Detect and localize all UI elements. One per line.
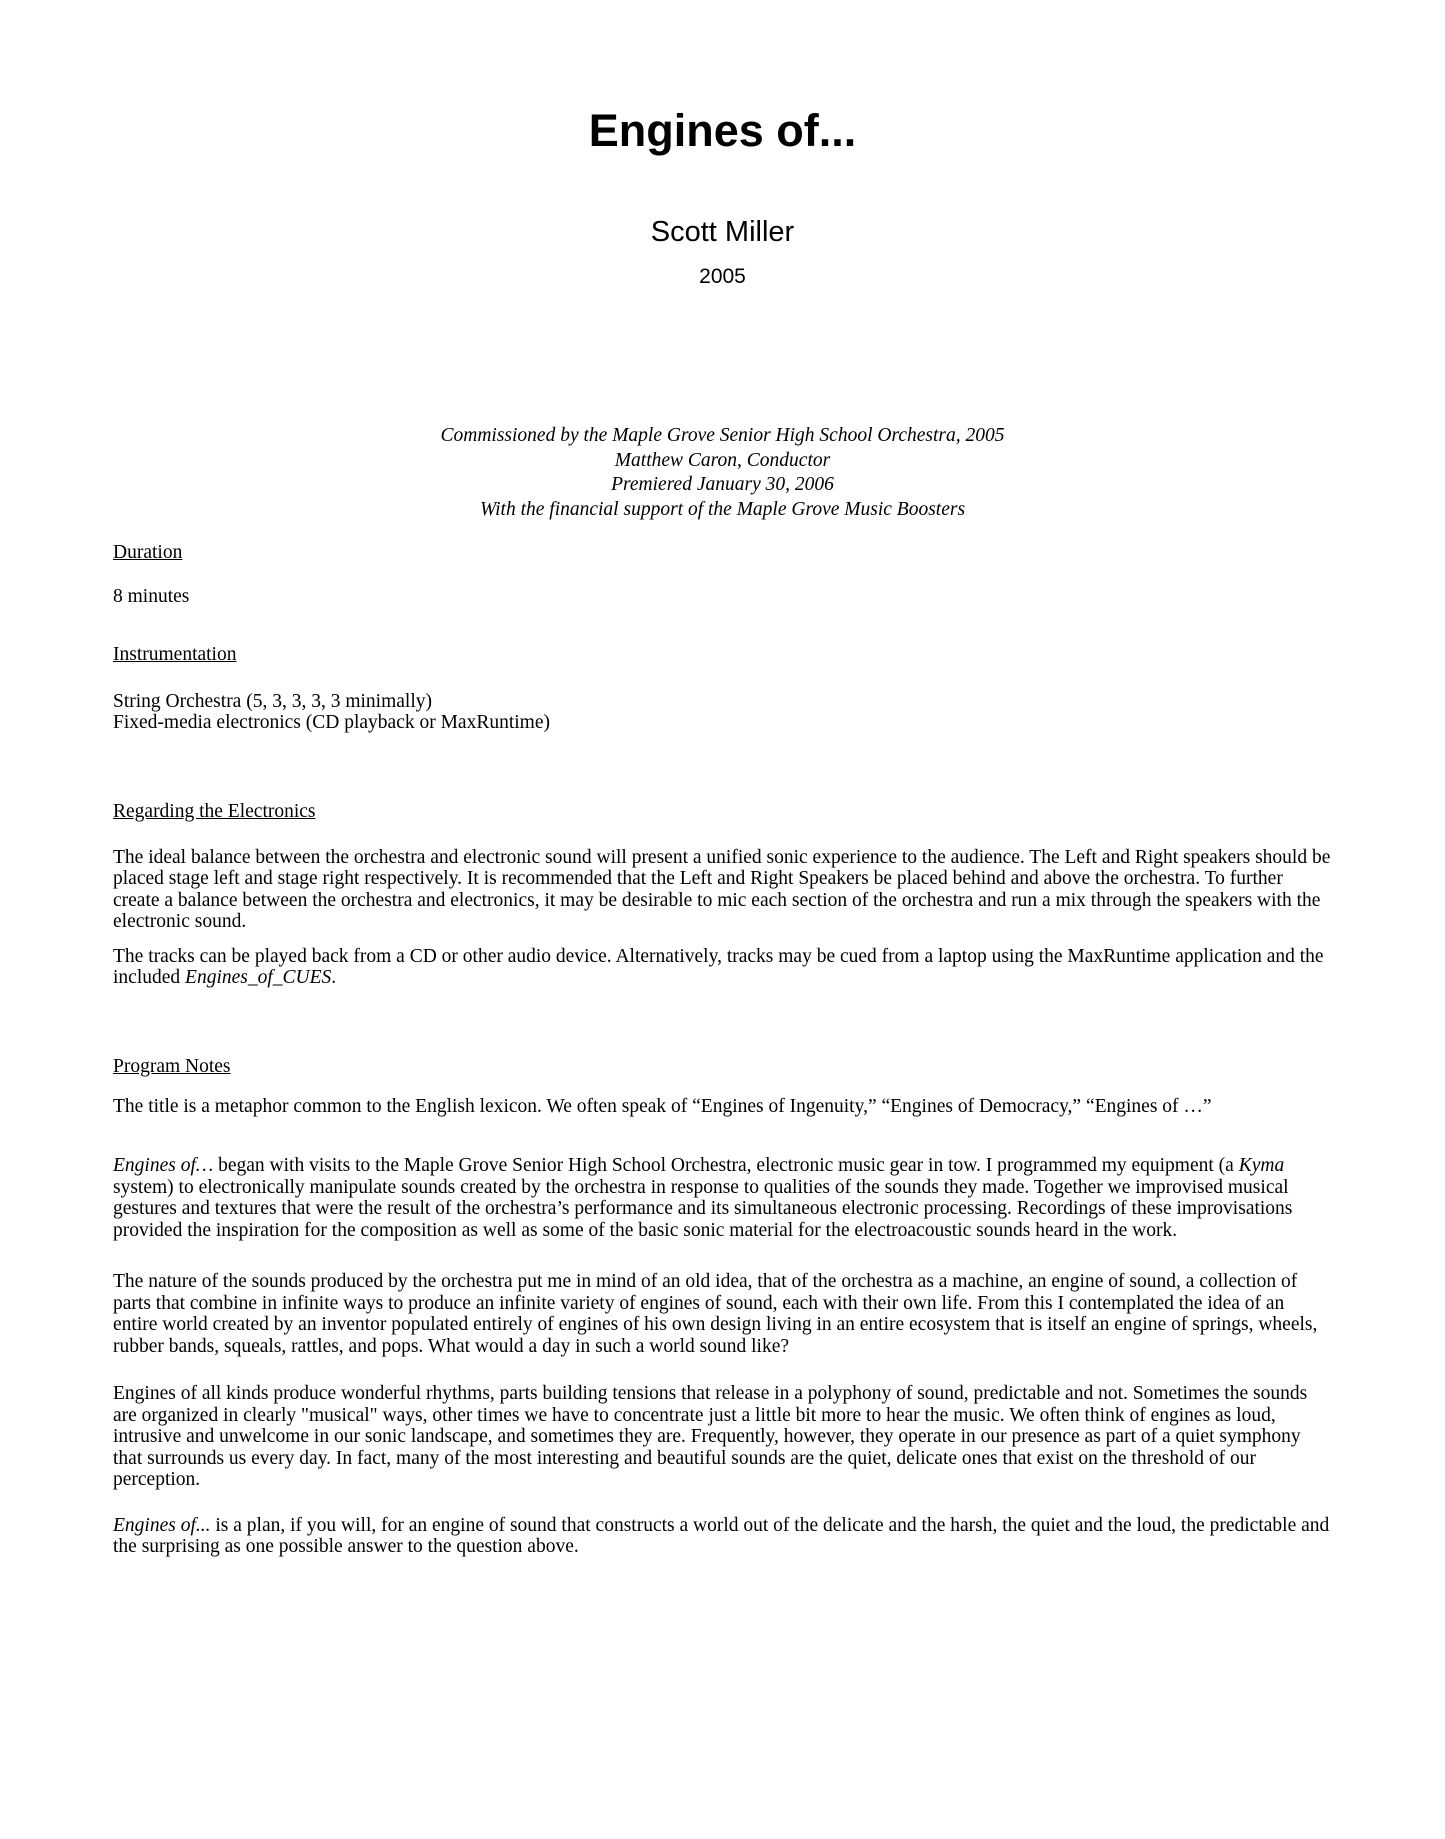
instrumentation-line: String Orchestra (5, 3, 3, 3, 3 minimally) (113, 690, 432, 712)
paragraph: The tracks can be played back from a CD or other audio device. Alternatively, tracks may be cued from a laptop using the MaxRuntime application and the included Engines_of_CUES. (113, 945, 1324, 988)
commission-line: Commissioned by the Maple Grove Senior High School Orchestra, 2005 (440, 425, 1005, 446)
section-heading-electronics: Regarding the Electronics (113, 800, 316, 822)
paragraph: The title is a metaphor common to the English lexicon. We often speak of “Engines of Ingenuity,” “Engines of Democracy,” “Engines of …” (113, 1095, 1212, 1117)
commission-line: With the financial support of the Maple Grove Music Boosters (479, 498, 966, 520)
composer-name: Scott Miller (650, 216, 795, 248)
paragraph: Engines of... is a plan, if you will, for an engine of sound that constructs a world out of the delicate and the harsh, the quiet and the loud, the predictable and the surprising as one possible answer to the question above. (113, 1514, 1330, 1557)
commission-block (113, 424, 1332, 522)
duration-value: 8 minutes (113, 586, 190, 607)
commission-line: Matthew Caron, Conductor (614, 449, 831, 471)
paragraph: The nature of the sounds produced by the orchestra put me in mind of an old idea, that of the orchestra as a machine, an engine of sound, a collection of parts that combine in infinite ways to produce an infinite variety of engines of sound, each with their own life. From this I contemplated the idea of an entire world created by an inventor populated entirely of engines of his own design living in an entire ecosystem that is itself an engine of springs, wheels, rubber bands, squeals, rattles, and pops. What would a day in such a world sound like? (113, 1271, 1318, 1357)
composition-year: 2005 (699, 265, 746, 288)
paragraph: The ideal balance between the orchestra and electronic sound will present a unified sonic experience to the audience. The Left and Right speakers should be placed stage left and stage right respectively. It is recommended that the Left and Right Speakers be placed behind and above the orchestra. To further create a balance between the orchestra and electronics, it may be desirable to mic each section of the orchestra and run a mix through the speakers with the electronic sound. (113, 846, 1331, 932)
instrumentation-list (113, 691, 1332, 734)
page-title: Engines of... (588, 105, 857, 156)
commission-line: Premiered January 30, 2006 (611, 474, 834, 495)
paragraph: Engines of… began with visits to the Maple Grove Senior High School Orchestra, electronic music gear in tow. I programmed my equipment (a Kyma system) to electronically manipulate sounds created by the orchestra in response to qualities of the sounds they made. Together we improvised musical gestures and textures that were the result of the orchestra’s performance and its simultaneous electronic processing. Recordings of these improvisations provided the inspiration for the composition as well as some of the basic sonic material for the electroacoustic sounds heard in the work. (113, 1155, 1293, 1241)
paragraph: Engines of all kinds produce wonderful rhythms, parts building tensions that release in a polyphony of sound, predictable and not. Sometimes the sounds are organized in clearly "musical" ways, other times we have to concentrate just a little bit more to hear the music. We often think of engines as loud, intrusive and unwelcome in our sonic landscape, and sometimes they are. Frequently, however, they operate in our presence as part of a quiet symphony that surrounds us every day. In fact, many of the most interesting and beautiful sounds are the quiet, delicate ones that exist on the threshold of our perception. (113, 1383, 1308, 1490)
section-heading-duration: Duration (113, 542, 183, 563)
section-heading-program-notes: Program Notes (113, 1055, 231, 1077)
instrumentation-line: Fixed-media electronics (CD playback or MaxRuntime) (113, 712, 550, 733)
section-heading-instrumentation: Instrumentation (113, 643, 237, 665)
